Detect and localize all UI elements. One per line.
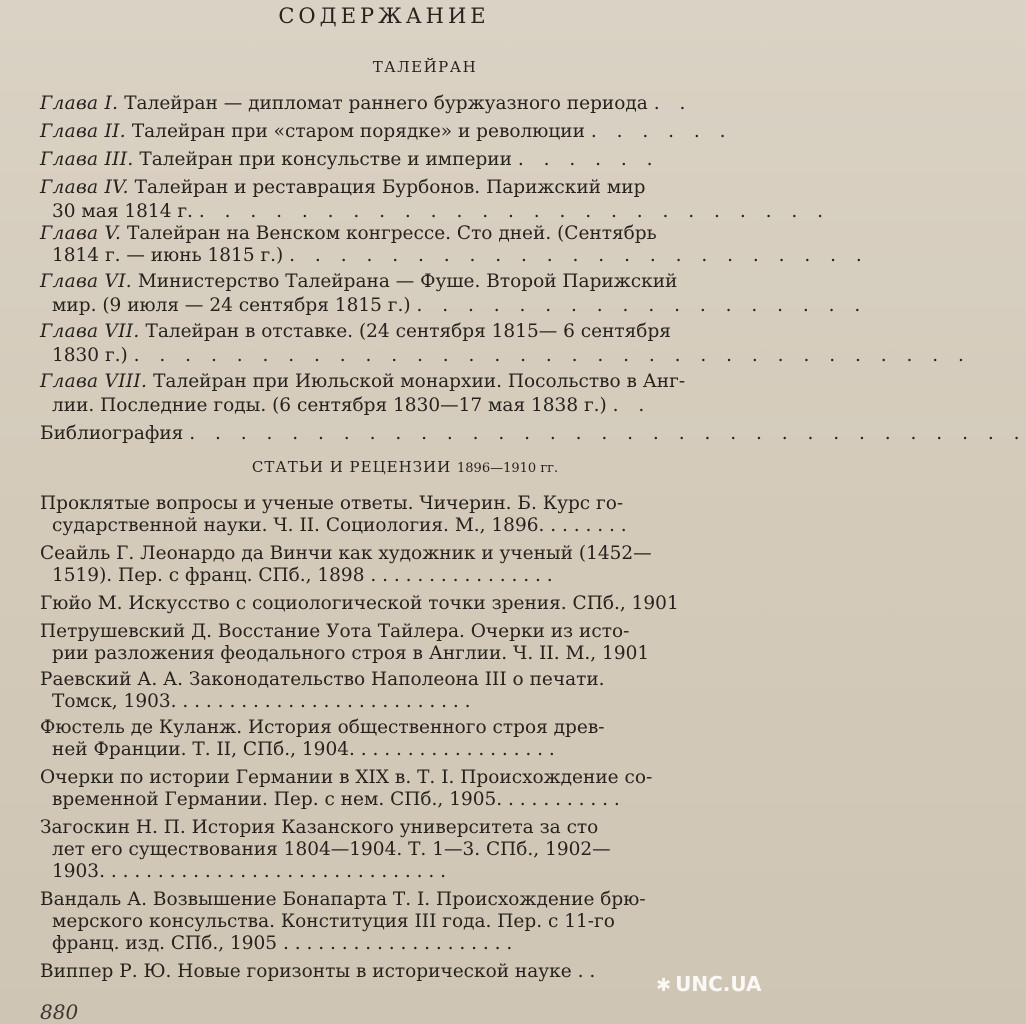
article-line: временной Германии. Пер. с нем. СПб., 1905. . . . . . . . . . . (52, 789, 620, 810)
toc-entry-article-7-cont[interactable] (40, 788, 752, 812)
chapter-title: Талейран при «старом порядке» и революции (125, 121, 585, 142)
article-line: Вандаль А. Возвышение Бонапарта Т. I. Происхождение брю- (40, 889, 646, 910)
toc-entry-article-2-cont[interactable] (40, 564, 752, 588)
chapter-title-cont: лии. Последние годы. (6 сентября 1830—17 мая 1838 г.) (52, 395, 607, 416)
article-line: Сеайль Г. Леонардо да Винчи как художник и ученый (1452— (40, 543, 652, 564)
toc-entry-article-3[interactable] (40, 592, 752, 616)
contents-heading: СОДЕРЖАНИЕ (278, 4, 490, 28)
article-line: Петрушевский Д. Восстание Уота Тайлера. Очерки из исто- (40, 621, 630, 642)
toc-entry-article-9-cont[interactable] (40, 910, 752, 934)
toc-entry-article-6-cont[interactable] (40, 738, 752, 762)
article-line: лет его существования 1804—1904. Т. 1—3. СПб., 1902— (52, 839, 611, 860)
toc-entry-article-1[interactable] (40, 492, 752, 516)
article-line: Очерки по истории Германии в XIX в. Т. I. Происхождение со- (40, 767, 653, 788)
leader-dots: . . . . . . (590, 121, 733, 142)
leader-dots: . . (612, 395, 652, 416)
section-title-articles (0, 458, 810, 476)
leader-dots: . . . . . . . . . . . . . . . . . . . . . . . . . (198, 201, 830, 222)
toc-entry-chapter-2[interactable] (40, 120, 752, 144)
chapter-label: Глава VIII. (40, 371, 148, 392)
article-line: 1903. . . . . . . . . . . . . . . . . . . . . . . . . . . . . . (52, 861, 447, 882)
toc-entry-article-7[interactable] (40, 766, 752, 790)
toc-entry-article-4[interactable] (40, 620, 752, 644)
chapter-title: Талейран на Венском конгрессе. Сто дней. (Сентябрь (121, 223, 657, 244)
toc-entry-article-10[interactable] (40, 960, 752, 984)
toc-entry-chapter-3[interactable] (40, 148, 752, 172)
leader-dots: . . . . . . . . . . . . . . . . . . . . . . . (289, 245, 869, 266)
leader-dots: . . . . . . . . . . . . . . . . . . . . . . . . . . . . . . . . . (133, 345, 971, 366)
article-line: рии разложения феодального строя в Англии. Ч. II. М., 1901 (52, 643, 650, 664)
chapter-title-cont: 1830 г.) (52, 345, 128, 366)
article-line: 1519). Пер. с франц. СПб., 1898 . . . . . . . . . . . . . . . . (52, 565, 553, 586)
toc-entry-article-6[interactable] (40, 716, 752, 740)
toc-entry-chapter-6-cont[interactable] (40, 294, 868, 318)
toc-entry-chapter-7-cont[interactable] (40, 344, 971, 368)
toc-entry-chapter-1[interactable] (40, 92, 752, 116)
watermark-text: UNC.UA (675, 972, 762, 996)
article-line: Раевский А. А. Законодательство Наполеона III о печати. (40, 669, 605, 690)
article-line: ней Франции. Т. II, СПб., 1904. . . . . . . . . . . . . . . . . . (52, 739, 555, 760)
article-line: Загоскин Н. П. История Казанского университета за сто (40, 817, 599, 838)
section-title-talleyrand: ТАЛЕЙРАН (372, 58, 478, 76)
toc-entry-article-8-cont2[interactable] (40, 860, 752, 884)
chapter-title: Талейран при консульстве и империи (133, 149, 512, 170)
toc-entry-article-8-cont[interactable] (40, 838, 752, 862)
toc-entry-chapter-8[interactable] (40, 370, 752, 394)
chapter-title: Талейран при Июльской монархии. Посольство в Анг- (147, 371, 686, 392)
toc-entry-bibliography[interactable] (40, 422, 1026, 446)
article-line: Фюстель де Куланж. История общественного строя древ- (40, 717, 605, 738)
chapter-title: Талейран — дипломат раннего буржуазного периода (118, 93, 648, 114)
chapter-title-cont: 1814 г. — июнь 1815 г.) (52, 245, 284, 266)
toc-entry-chapter-8-cont[interactable] (40, 394, 752, 418)
toc-entry-article-2[interactable] (40, 542, 752, 566)
toc-entry-chapter-4-cont[interactable] (40, 200, 830, 224)
toc-entry-article-5[interactable] (40, 668, 752, 692)
chapter-label: Глава IV. (40, 177, 129, 198)
star-icon: ✱ (656, 975, 672, 996)
chapter-label: Глава I. (40, 93, 119, 114)
leader-dots: . . . . . . (517, 149, 660, 170)
toc-entry-chapter-5-cont[interactable] (40, 244, 869, 268)
article-line: сударственной науки. Ч. II. Социология. М., 1896. . . . . . . . (52, 515, 627, 536)
chapter-label: Глава V. (40, 223, 122, 244)
toc-entry-chapter-5[interactable] (40, 222, 752, 246)
section-years: 1896—1910 гг. (457, 461, 559, 476)
toc-entry-article-1-cont[interactable] (40, 514, 752, 538)
article-line: Виппер Р. Ю. Новые горизонты в исторической науке . . (40, 961, 596, 982)
leader-dots: . . . . . . . . . . . . . . . . . . (416, 295, 868, 316)
chapter-title-cont: 30 мая 1814 г. (52, 201, 193, 222)
chapter-label: Глава VI. (40, 271, 132, 292)
article-line: мерского консульства. Конституция III года. Пер. с 11-го (52, 911, 615, 932)
bibliography-label: Библиография (40, 423, 184, 444)
watermark-logo (656, 972, 766, 1012)
article-line: Гюйо М. Искусство с социологической точки зрения. СПб., 1901 (40, 593, 679, 614)
article-line: франц. изд. СПб., 1905 . . . . . . . . . . . . . . . . . . . . (52, 933, 513, 954)
section-title-text: СТАТЬИ И РЕЦЕНЗИИ (251, 458, 452, 476)
toc-entry-article-4-cont[interactable] (40, 642, 752, 666)
toc-entry-article-9[interactable] (40, 888, 752, 912)
toc-entry-article-5-cont[interactable] (40, 690, 752, 714)
chapter-label: Глава II. (40, 121, 126, 142)
leader-dots: . . (653, 93, 693, 114)
chapter-label: Глава III. (40, 149, 134, 170)
chapter-title: Талейран и реставрация Бурбонов. Парижский мир (128, 177, 646, 198)
toc-entry-chapter-7[interactable] (40, 320, 752, 344)
page-number: 880 (40, 1000, 79, 1024)
article-line: Проклятые вопросы и ученые ответы. Чичерин. Б. Курс го- (40, 493, 624, 514)
chapter-title: Министерство Талейрана — Фуше. Второй Парижский (131, 271, 678, 292)
toc-entry-article-8[interactable] (40, 816, 752, 840)
chapter-label: Глава VII. (40, 321, 140, 342)
toc-entry-chapter-6[interactable] (40, 270, 752, 294)
toc-entry-article-9-cont2[interactable] (40, 932, 752, 956)
leader-dots: . . . . . . . . . . . . . . . . . . . . . . . . . . . . . . . . . (189, 423, 1026, 444)
chapter-title: Талейран в отставке. (24 сентября 1815— 6 сентября (139, 321, 671, 342)
chapter-title-cont: мир. (9 июля — 24 сентября 1815 г.) (52, 295, 411, 316)
toc-entry-chapter-4[interactable] (40, 176, 752, 200)
article-line: Томск, 1903. . . . . . . . . . . . . . . . . . . . . . . . . . (52, 691, 471, 712)
